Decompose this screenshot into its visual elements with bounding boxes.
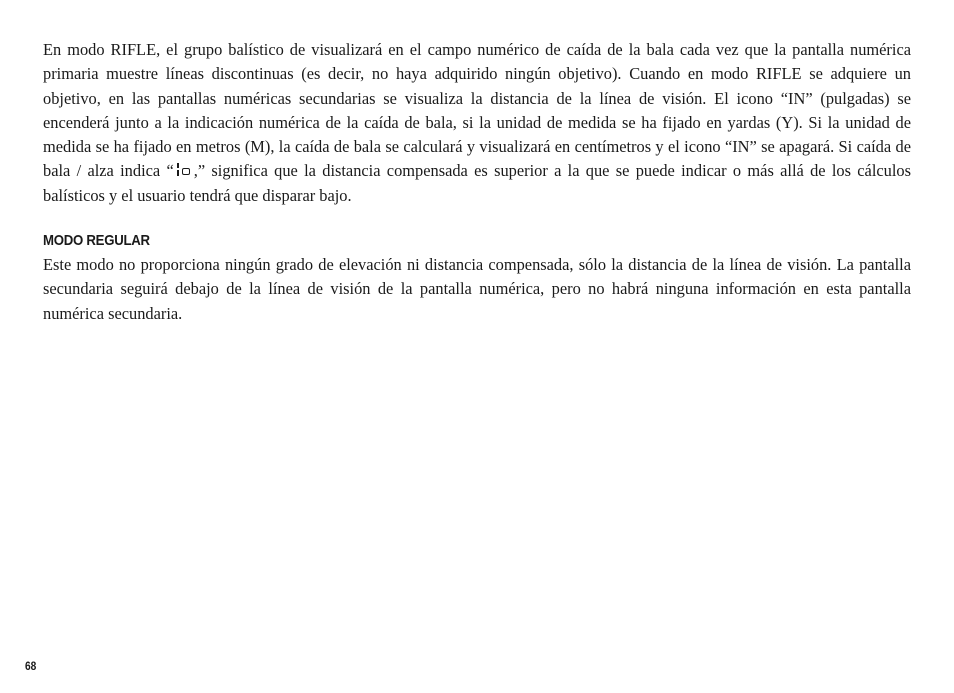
rifle-text-part-2: ,” significa que la distancia compensada es superior a la que se puede indicar o más allá de los cálculos balísticos y el usuario tendrá que disparar bajo. xyxy=(43,161,911,205)
regular-mode-paragraph: Este modo no proporciona ningún grado de elevación ni distancia compensada, sólo la distancia de la línea de visión. La pantalla secundaria seguirá debajo de la línea de visión de la pantalla numérica, pero no habrá ninguna información en esta pantalla numérica secundaria. xyxy=(43,255,911,323)
rifle-mode-paragraph xyxy=(43,38,911,208)
page-content xyxy=(43,38,911,326)
regular-mode-heading: MODO REGULAR xyxy=(43,232,150,250)
over-range-symbol-icon xyxy=(174,163,194,177)
rifle-text-part-1: En modo RIFLE, el grupo balístico de visualizará en el campo numérico de caída de la bala cada vez que la pantalla numérica primaria muestre líneas discontinuas (es decir, no haya adquirido ningún objetivo). Cuando en modo RIFLE se adquiere un objetivo, en las pantallas numéricas secundarias se visualiza la distancia de la línea de visión. El icono “IN” (pulgadas) se encenderá junto a la indicación numérica de la caída de bala, si la unidad de medida se ha fijado en yardas (Y). Si la unidad de medida se ha fijado en metros (M), la caída de bala se calculará y visualizará en centímetros y el icono “IN” se apagará. Si caída de bala / alza indica “ xyxy=(43,40,911,181)
page-number: 68 xyxy=(25,659,37,673)
